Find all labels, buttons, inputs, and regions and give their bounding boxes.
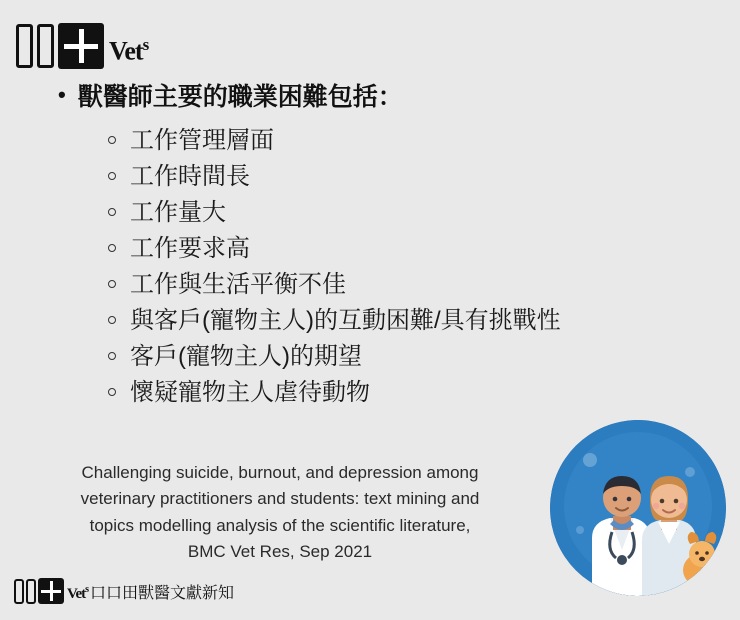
hollow-bullet-icon: [108, 388, 116, 396]
citation-line: topics modelling analysis of the scientific literature,: [89, 515, 471, 535]
hollow-bullet-icon: [108, 352, 116, 360]
brand-footer-text: 口口田獸醫文獻新知: [90, 584, 235, 602]
list-item-label: 工作要求高: [130, 235, 250, 263]
medical-cross-icon: [38, 578, 64, 604]
list-item-label: 工作時間長: [130, 163, 250, 191]
list-item: [108, 123, 740, 159]
list-item: [108, 267, 740, 303]
logo-bar-icon: [16, 24, 33, 68]
list-item-label: 客戶(寵物主人)的期望: [130, 343, 362, 371]
list-item: [108, 195, 740, 231]
list-item-label: 懷疑寵物主人虐待動物: [130, 379, 370, 407]
bullet-dot-icon: •: [58, 82, 66, 107]
list-item: [108, 375, 740, 411]
list-item-label: 與客戶(寵物主人)的互動困難/具有挑戰性: [130, 307, 561, 335]
brand-logo-top: [16, 20, 148, 72]
hollow-bullet-icon: [108, 172, 116, 180]
logo-bar-icon: [14, 579, 24, 604]
logo-bar-icon: [26, 579, 36, 604]
list-item: [108, 303, 740, 339]
list-item: [108, 339, 740, 375]
medical-cross-icon: [58, 23, 104, 69]
brand-wordmark-text: Vet: [67, 585, 86, 602]
page-title: [58, 82, 740, 113]
list-item: [108, 231, 740, 267]
citation: [0, 460, 560, 565]
citation-line: BMC Vet Res, Sep 2021: [187, 542, 373, 562]
hollow-bullet-icon: [108, 208, 116, 216]
veterinarians-illustration-svg: [550, 420, 726, 596]
brand-wordmark-sub: s: [142, 34, 149, 54]
list-item-label: 工作量大: [130, 199, 226, 227]
brand-logo-bottom: [14, 576, 234, 606]
page-title-text: 獸醫師主要的職業困難包括：: [77, 83, 403, 111]
hollow-bullet-icon: [108, 244, 116, 252]
brand-wordmark: [67, 585, 88, 602]
brand-wordmark-text: Vet: [109, 36, 143, 66]
logo-bar-icon: [37, 24, 54, 68]
hollow-bullet-icon: [108, 280, 116, 288]
brand-wordmark-sub: s: [85, 583, 89, 595]
veterinarians-illustration: [550, 420, 726, 596]
list-item-label: 工作與生活平衡不佳: [130, 271, 346, 299]
brand-wordmark: [109, 36, 148, 65]
hollow-bullet-icon: [108, 316, 116, 324]
citation-line: Challenging suicide, burnout, and depression among: [81, 463, 479, 482]
slide-content: [0, 82, 740, 411]
list-item: [108, 159, 740, 195]
sub-item-list: [0, 123, 740, 411]
citation-line: veterinary practitioners and students: text mining and: [80, 489, 480, 509]
hollow-bullet-icon: [108, 136, 116, 144]
list-item-label: 工作管理層面: [130, 127, 274, 155]
